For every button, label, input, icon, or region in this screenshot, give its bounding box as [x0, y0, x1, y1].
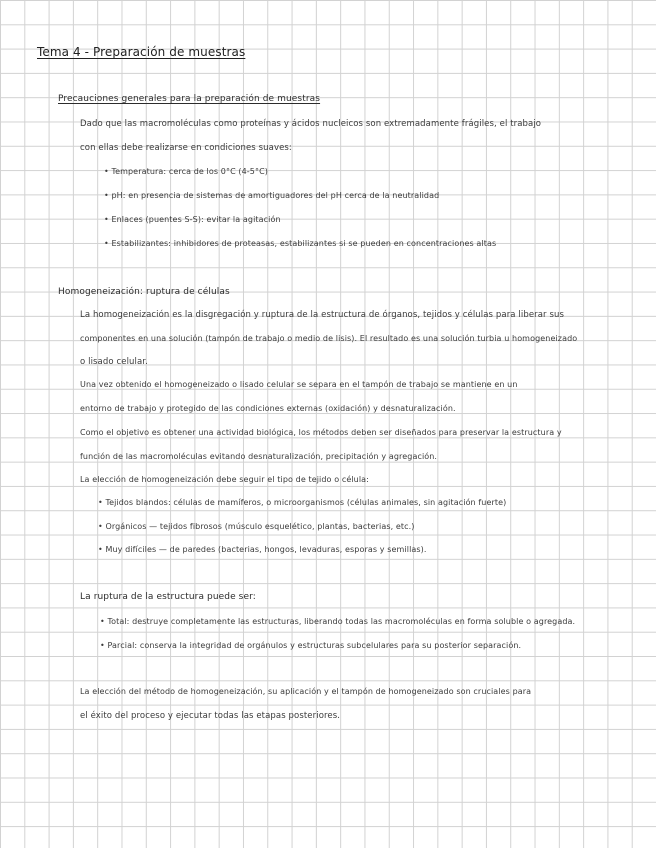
bullet-bonds: • Enlaces (puentes S-S): evitar la agitación — [104, 215, 281, 224]
paragraph-line: La elección de homogeneización debe seguir el tipo de tejido o célula: — [80, 475, 369, 484]
bullet-soft-tissue: • Tejidos blandos: células de mamíferos, o microorganismos (células animales, sin agitación fuerte) — [98, 498, 507, 507]
bullet-temperature: • Temperatura: cerca de los 0°C (4-5°C) — [104, 167, 268, 176]
closing-line: el éxito del proceso y ejecutar todas las etapas posteriores. — [80, 711, 341, 721]
bullet-total: • Total: destruye completamente las estructuras, liberando todas las macromoléculas en forma soluble o agregada. — [100, 617, 576, 626]
section-heading-homogenization: Homogeneización: ruptura de células — [58, 287, 230, 297]
paragraph-line: componentes en una solución (tampón de trabajo o medio de lisis). El resultado es una solución turbia u homogeneizado — [80, 334, 578, 343]
closing-line: La elección del método de homogeneización, su aplicación y el tampón de homogeneizado son cruciales para — [80, 687, 532, 696]
bullet-fibrous-tissue: • Orgánicos — tejidos fibrosos (músculo esquelético, plantas, bacterias, etc.) — [98, 522, 415, 531]
bullet-partial: • Parcial: conserva la integridad de orgánulos y estructuras subcelulares para su posterior separación. — [100, 641, 522, 650]
paragraph-line: Una vez obtenido el homogeneizado o lisado celular se separa en el tampón de trabajo se mantiene en un — [80, 380, 518, 389]
section-heading-rupture: La ruptura de la estructura puede ser: — [80, 592, 256, 602]
bullet-stabilizers: • Estabilizantes: inhibidores de proteasas, estabilizantes si se pueden en concentraciones altas — [104, 239, 497, 248]
page-title: Tema 4 - Preparación de muestras — [37, 45, 246, 59]
paragraph-line: Como el objetivo es obtener una actividad biológica, los métodos deben ser diseñados para preservar la estructura y — [80, 428, 562, 437]
bullet-ph: • pH: en presencia de sistemas de amortiguadores del pH cerca de la neutralidad — [104, 191, 440, 200]
paragraph-line: entorno de trabajo y protegido de las condiciones externas (oxidación) y desnaturalización. — [80, 404, 456, 413]
section-heading-precautions: Precauciones generales para la preparación de muestras — [58, 94, 321, 104]
paragraph-line: Dado que las macromoléculas como proteínas y ácidos nucleicos son extremadamente frágiles, el trabajo — [80, 119, 542, 129]
paragraph-line: La homogeneización es la disgregación y ruptura de la estructura de órganos, tejidos y células para liberar sus — [80, 310, 564, 320]
bullet-walled-cells: • Muy difíciles — de paredes (bacterias, hongos, levaduras, esporas y semillas). — [98, 545, 427, 554]
paragraph-line: con ellas debe realizarse en condiciones suaves: — [80, 143, 292, 153]
paragraph-line: función de las macromoléculas evitando desnaturalización, precipitación y agregación. — [80, 452, 438, 461]
paragraph-line: o lisado celular. — [80, 357, 148, 367]
